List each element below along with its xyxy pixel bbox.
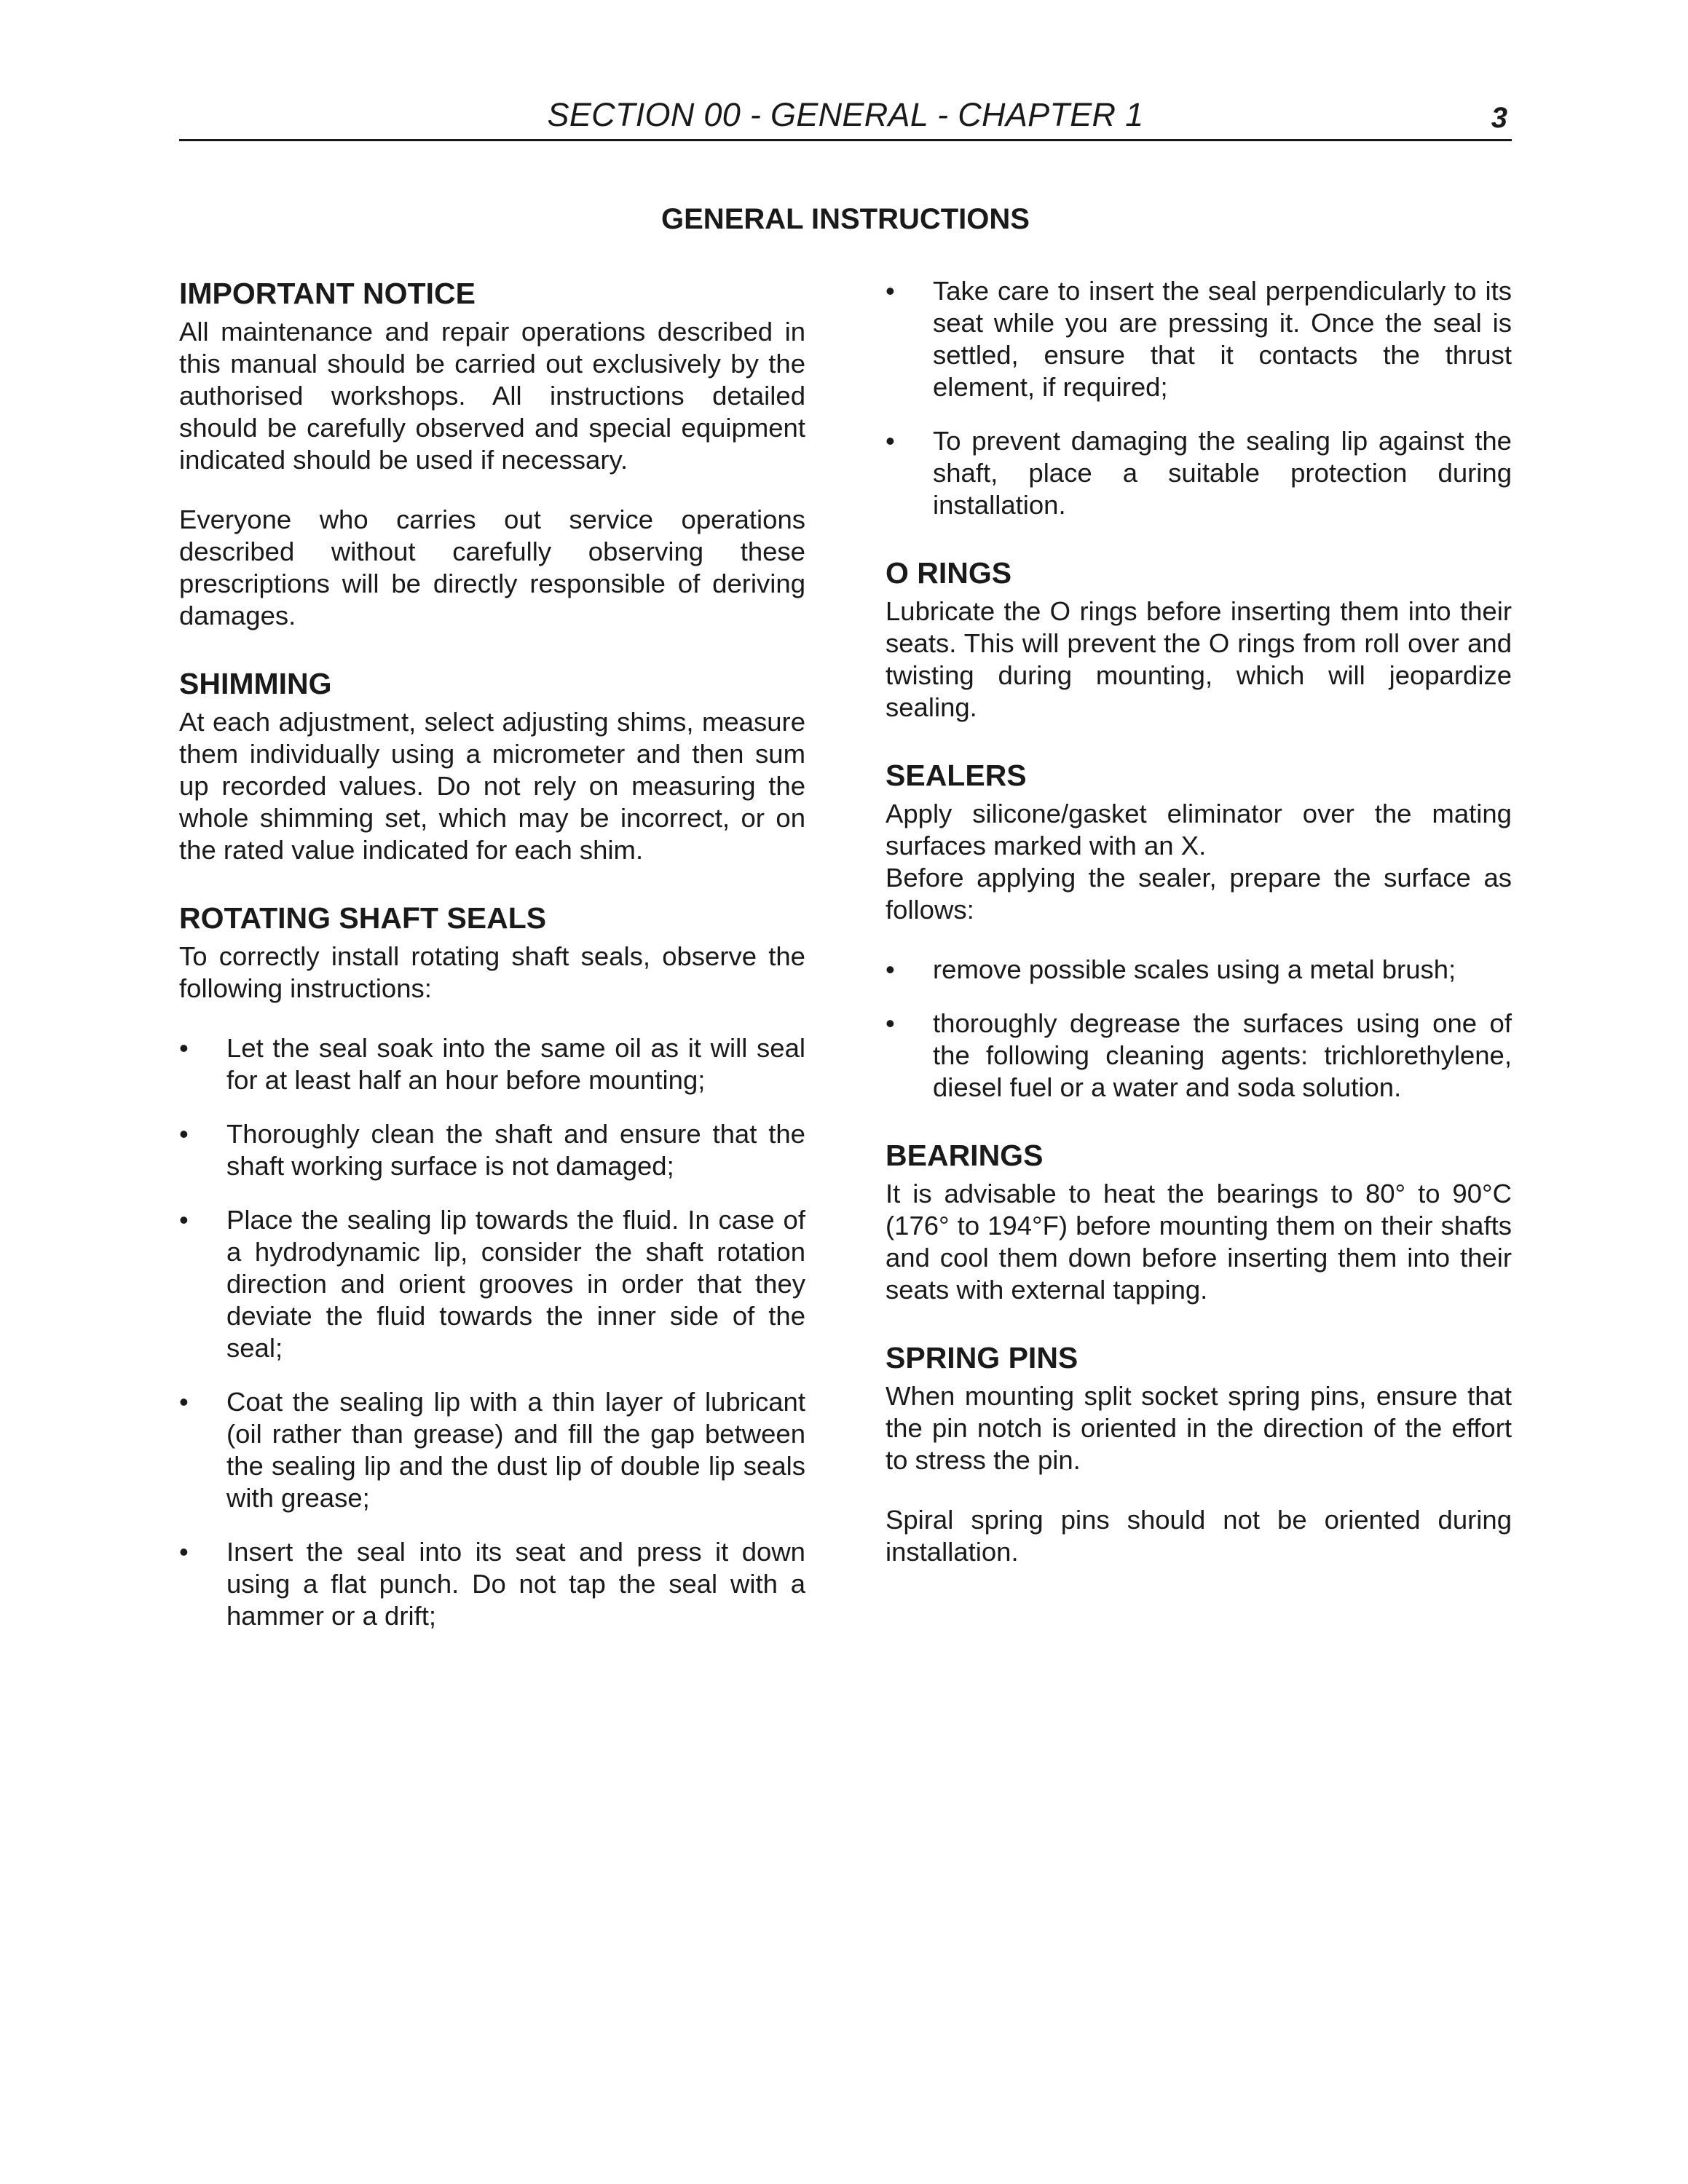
sealers-heading: SEALERS [886,759,1027,792]
list-item-text: To prevent damaging the sealing lip against the shaft, place a suitable protection during installation. [933,426,1512,520]
rotating-shaft-seals-heading: ROTATING SHAFT SEALS [179,901,547,935]
shimming-heading: SHIMMING [179,667,332,700]
o-rings-section [886,555,1512,724]
list-item-text: Thoroughly clean the shaft and ensure that the shaft working surface is not damaged; [226,1119,805,1181]
sealers-section [886,757,1512,1104]
spring-pins-heading: SPRING PINS [886,1341,1078,1374]
bullet-icon: • [886,1008,895,1038]
sealers-paragraph: Apply silicone/gasket eliminator over the mating surfaces marked with an X. [886,799,1512,860]
shimming-section [179,665,805,866]
rotating-shaft-seals-intro: To correctly install rotating shaft seals, observe the following instructions: [179,941,805,1003]
rotating-shaft-seals-list [179,1032,805,1632]
o-rings-heading: O RINGS [886,556,1012,590]
list-item-text: Insert the seal into its seat and press it down using a flat punch. Do not tap the seal with a hammer or a drift; [226,1537,805,1631]
list-item [179,1536,805,1632]
left-column [179,275,805,1632]
bullet-icon: • [886,426,895,456]
bullet-icon: • [179,1033,189,1063]
list-item-text: remove possible scales using a metal brush; [933,954,1456,984]
list-item [179,1032,805,1096]
bearings-paragraph: It is advisable to heat the bearings to 80° to 90°C (176° to 194°F) before mounting them on their shafts and cool them down before inserting them into their seats with external tapping. [886,1179,1512,1305]
list-item [886,1008,1512,1104]
bullet-icon: • [179,1537,189,1567]
page-header [179,86,1512,141]
list-item [179,1118,805,1182]
important-notice-paragraph: All maintenance and repair operations described in this manual should be carried out exclusively by the authorised workshops. All instructions detailed should be carefully observed and special equipment indicated should be used if necessary. [179,317,805,475]
sealers-paragraph: Before applying the sealer, prepare the surface as follows: [886,863,1512,925]
sealers-list [886,954,1512,1104]
spring-pins-paragraph: When mounting split socket spring pins, ensure that the pin notch is oriented in the direction of the effort to stress the pin. [886,1381,1512,1475]
right-column [886,275,1512,1568]
list-item [886,954,1512,986]
list-item-text: Let the seal soak into the same oil as it will seal for at least half an hour before mounting; [226,1033,805,1095]
o-rings-paragraph: Lubricate the O rings before inserting them into their seats. This will prevent the O rings from roll over and twisting during mounting, which will jeopardize sealing. [886,596,1512,722]
bullet-icon: • [886,954,895,984]
bullet-icon: • [886,276,895,306]
important-notice-heading: IMPORTANT NOTICE [179,277,476,310]
list-item [886,275,1512,403]
important-notice-section [179,275,805,632]
list-item [179,1204,805,1364]
list-item [886,425,1512,521]
list-item [179,1386,805,1514]
important-notice-paragraph: Everyone who carries out service operations described without carefully observing these prescriptions will be directly responsible of deriving damages. [179,505,805,630]
list-item-text: thoroughly degrease the surfaces using one of the following cleaning agents: trichlorethylene, diesel fuel or a water and soda solution. [933,1008,1512,1102]
list-item-text: Place the sealing lip towards the fluid. In case of a hydrodynamic lip, consider the shaft rotation direction and orient grooves in order that they deviate the fluid towards the inner side of the seal; [226,1205,805,1363]
page-number: 3 [1491,102,1507,134]
bullet-icon: • [179,1387,189,1417]
bearings-heading: BEARINGS [886,1139,1044,1172]
shimming-paragraph: At each adjustment, select adjusting shims, measure them individually using a micrometer and then sum up recorded values. Do not rely on measuring the whole shimming set, which may be incorrect, or on the rated value indicated for each shim. [179,707,805,865]
bearings-section [886,1137,1512,1306]
rotating-shaft-seals-section [179,900,805,1632]
spring-pins-section [886,1340,1512,1568]
spring-pins-paragraph: Spiral spring pins should not be oriented during installation. [886,1505,1512,1567]
list-item-text: Coat the sealing lip with a thin layer of lubricant (oil rather than grease) and fill the gap between the sealing lip and the dust lip of double lip seals with grease; [226,1387,805,1513]
section-chapter-title: SECTION 00 - GENERAL - CHAPTER 1 [547,96,1144,133]
bullet-icon: • [179,1119,189,1149]
document-title: GENERAL INSTRUCTIONS [661,203,1030,235]
list-item-text: Take care to insert the seal perpendicularly to its seat while you are pressing it. Once the seal is settled, ensure that it contacts the thrust element, if required; [933,276,1512,402]
bullet-icon: • [179,1205,189,1235]
rotating-shaft-seals-list-continued [886,275,1512,521]
